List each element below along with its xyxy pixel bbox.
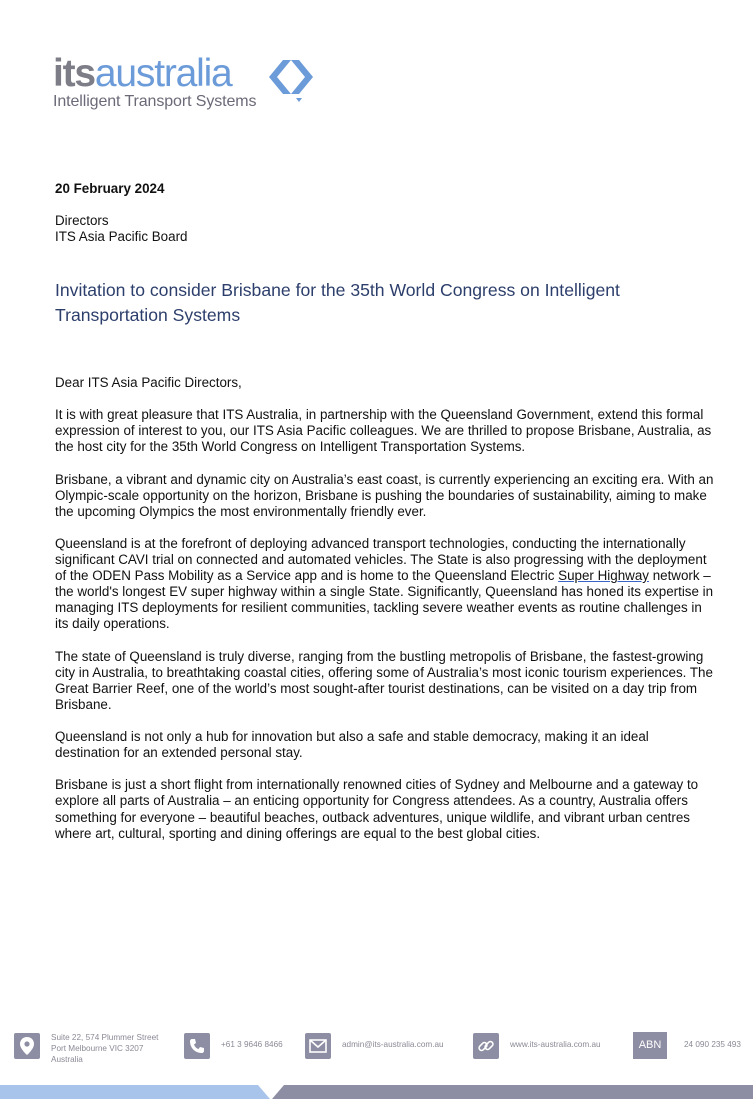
link-icon <box>473 1033 499 1059</box>
abn-label: ABN <box>633 1032 667 1059</box>
logo-tagline: Intelligent Transport Systems <box>53 93 257 110</box>
paragraph-text: network – the world's longest EV super highway within a single State. Significantly, Queensland has honed its expertise in managing ITS deployments for resilient communities, tackling severe weather events as routine challenges in its daily operations. <box>55 568 714 632</box>
email-link[interactable]: admin@its-australia.com.au <box>342 1040 444 1049</box>
paragraph: Brisbane is just a short flight from internationally renowned cities of Sydney and Melbourne and a gateway to explore all parts of Australia – an enticing opportunity for Congress attendees. As a country, Australia offers something for everyone – beautiful beaches, outback adventures, unique wildlife, and vibrant urban centres where art, cultural, sporting and dining offerings are equal to the best global cities. <box>55 777 699 841</box>
phone-icon <box>184 1033 210 1059</box>
letter-footer <box>0 1028 753 1068</box>
paragraph: It is with great pleasure that ITS Australia, in partnership with the Queensland Government, extend this formal expression of interest to you, our ITS Asia Pacific colleagues. We are thrilled to propose Brisbane, Australia, as the host city for the 35th World Congress on Intelligent Transportation Systems. <box>55 407 712 455</box>
envelope-icon <box>305 1033 331 1059</box>
paragraph: Queensland is not only a hub for innovation but also a safe and stable democracy, making it an ideal destination for an extended personal stay. <box>55 729 649 761</box>
recipient-block <box>55 213 187 245</box>
letter-body <box>55 375 717 858</box>
letter-date: 20 February 2024 <box>55 181 165 196</box>
phone-number[interactable]: +61 3 9646 8466 <box>221 1040 283 1049</box>
address-line: Australia <box>51 1055 83 1064</box>
logo-australia: australia <box>94 52 232 95</box>
recipient-line: Directors <box>55 213 109 228</box>
paragraph-text: Queensland is at the forefront of deploying advanced transport technologies, conducting the internationally significant CAVI trial on connected and automated vehicles. The State is also progressing with the deployment of the ODEN Pass Mobility as a Service app and is home to the Queensland Electric <box>55 535 707 584</box>
letter-subject: Invitation to consider Brisbane for the 35th World Congress on Intelligent Transportation Systems <box>55 280 620 325</box>
paragraph <box>55 536 717 633</box>
chevrons-icon <box>263 58 317 102</box>
location-pin-icon <box>14 1033 40 1059</box>
logo-its: its <box>53 52 95 95</box>
address-line: Port Melbourne VIC 3207 <box>51 1044 144 1053</box>
paragraph: Brisbane, a vibrant and dynamic city on Australia’s east coast, is currently experiencing an exciting era. With an Olympic-scale opportunity on the horizon, Brisbane is pushing the boundaries of sustainability, aiming to make the upcoming Olympics the most environmentally friendly ever. <box>55 471 714 519</box>
address-block <box>51 1032 158 1065</box>
website-link[interactable]: www.its-australia.com.au <box>510 1040 601 1049</box>
salutation: Dear ITS Asia Pacific Directors, <box>55 375 242 390</box>
bottom-color-band <box>0 1085 753 1099</box>
super-highway-link[interactable]: Super Highway <box>558 568 649 584</box>
recipient-line: ITS Asia Pacific Board <box>55 229 188 244</box>
paragraph: The state of Queensland is truly diverse, ranging from the bustling metropolis of Brisbane, the fastest-growing city in Australia, to breathtaking coastal cities, offering some of Australia’s most iconic tourism experiences. The Great Barrier Reef, one of the world’s most sought-after tourist destinations, can be visited on a day trip from Brisbane. <box>55 648 713 712</box>
logo-wordmark <box>53 54 232 94</box>
address-line: Suite 22, 574 Plummer Street <box>51 1033 159 1042</box>
company-logo <box>53 54 333 114</box>
abn-number: 24 090 235 493 <box>684 1040 741 1049</box>
